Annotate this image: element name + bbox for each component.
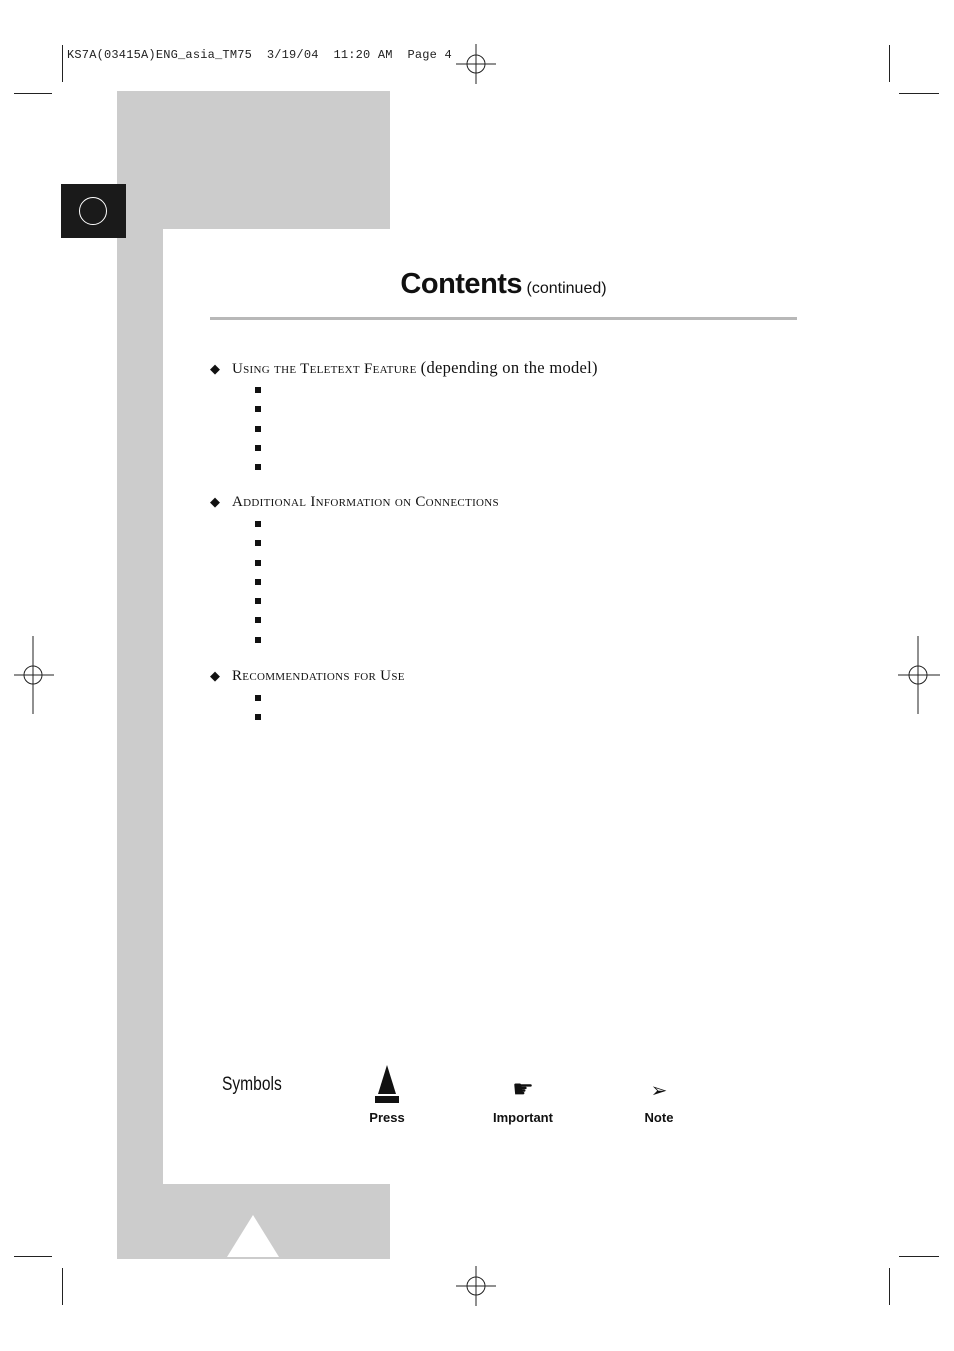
- square-bullet-icon: [255, 579, 261, 585]
- symbol-label: Note: [644, 1110, 674, 1125]
- title-rule: [210, 317, 797, 320]
- list-item: [210, 572, 499, 591]
- header-gray-panel: [117, 91, 390, 229]
- title-sub: (continued): [526, 280, 607, 297]
- section-heading: ◆ Recommendations for Use: [210, 665, 405, 687]
- list-item: [210, 514, 499, 533]
- crop-mark: [62, 1268, 63, 1305]
- list-item: [210, 707, 405, 726]
- list-item: [210, 399, 598, 418]
- press-icon: [337, 1064, 437, 1104]
- list-item: [210, 553, 499, 572]
- list-item: [210, 688, 405, 707]
- square-bullet-icon: [255, 598, 261, 604]
- list-item: [210, 533, 499, 552]
- square-bullet-icon: [255, 406, 261, 412]
- symbol-important: [473, 1064, 573, 1125]
- list-item: [210, 630, 499, 649]
- circle-icon: [79, 197, 107, 225]
- list-item: [210, 591, 499, 610]
- square-bullet-icon: [255, 617, 261, 623]
- list-item: [210, 419, 598, 438]
- symbols-label: Symbols: [222, 1074, 282, 1095]
- square-bullet-icon: [255, 464, 261, 470]
- crop-mark: [889, 45, 890, 82]
- registration-mark-icon: [14, 636, 54, 714]
- list-item: [210, 438, 598, 457]
- square-bullet-icon: [255, 637, 261, 643]
- square-bullet-icon: [255, 695, 261, 701]
- section-heading: ◆ Using the Teletext Feature (depending on the model): [210, 357, 598, 379]
- page-triangle-icon: [227, 1215, 279, 1257]
- page-title: [210, 268, 797, 301]
- square-bullet-icon: [255, 387, 261, 393]
- diamond-bullet-icon: ◆: [210, 361, 221, 376]
- registration-mark-icon: [456, 1266, 496, 1306]
- square-bullet-icon: [255, 426, 261, 432]
- symbol-label: Press: [369, 1110, 405, 1125]
- printer-slug: KS7A(03415A)ENG_asia_TM75 3/19/04 11:20 AM Page 4: [67, 48, 452, 62]
- square-bullet-icon: [255, 445, 261, 451]
- title-main: Contents: [400, 268, 523, 300]
- registration-mark-icon: [898, 636, 940, 714]
- registration-mark-icon: [456, 44, 496, 84]
- list-item: [210, 457, 598, 476]
- square-bullet-icon: [255, 521, 261, 527]
- section-note: (depending on the model): [420, 358, 598, 377]
- side-gray-bar: [117, 229, 163, 1259]
- contents-section: [210, 357, 598, 476]
- list-item: [210, 610, 499, 629]
- crop-mark: [899, 93, 939, 94]
- diamond-bullet-icon: ◆: [210, 668, 221, 683]
- symbol-press: [337, 1064, 437, 1125]
- language-tab: [61, 184, 126, 238]
- contents-section: [210, 665, 405, 727]
- crop-mark: [14, 93, 52, 94]
- contents-section: [210, 491, 499, 649]
- list-item: [210, 380, 598, 399]
- square-bullet-icon: [255, 540, 261, 546]
- pointing-hand-icon: ☛: [512, 1075, 534, 1103]
- crop-mark: [14, 1256, 52, 1257]
- square-bullet-icon: [255, 714, 261, 720]
- crop-mark: [889, 1268, 890, 1305]
- symbol-note: [609, 1064, 709, 1125]
- arrowhead-icon: ➢: [650, 1078, 668, 1102]
- square-bullet-icon: [255, 560, 261, 566]
- symbol-label: Important: [493, 1110, 553, 1125]
- crop-mark: [62, 45, 63, 82]
- section-heading: ◆ Additional Information on Connections: [210, 491, 499, 513]
- crop-mark: [899, 1256, 939, 1257]
- diamond-bullet-icon: ◆: [210, 494, 221, 509]
